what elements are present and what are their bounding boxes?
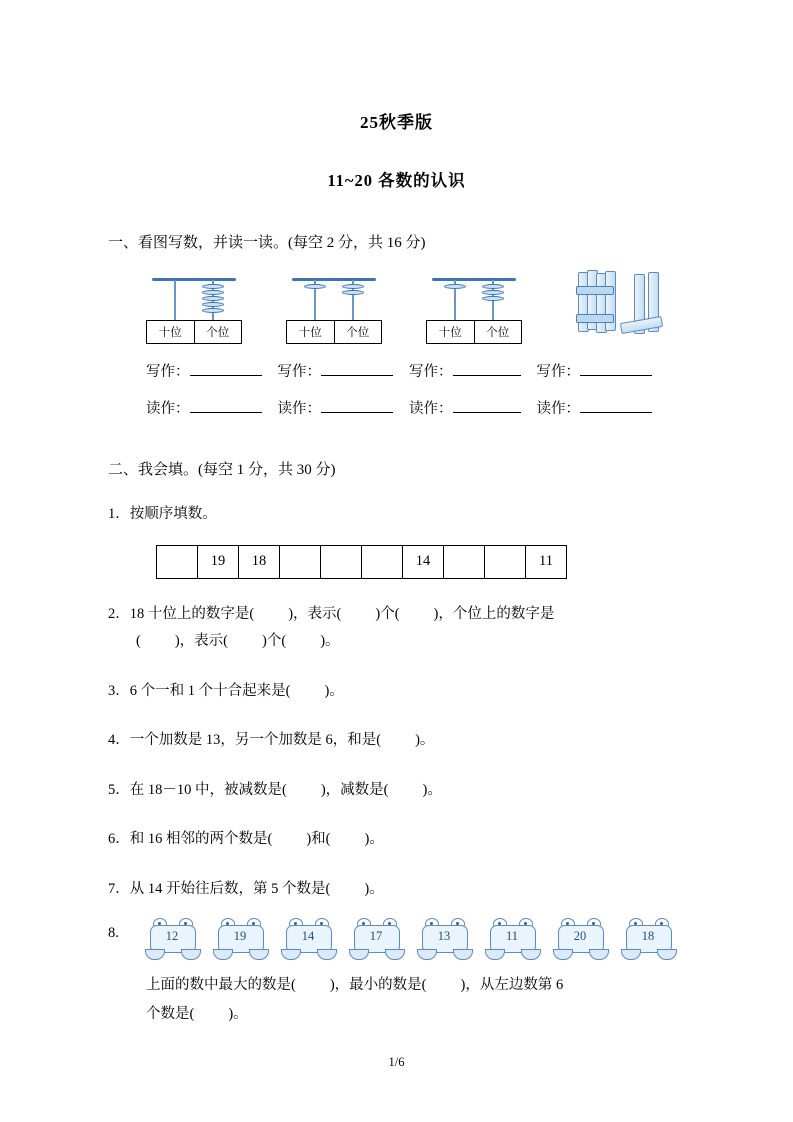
q2-line1-b: )，表示( <box>288 605 342 622</box>
abacus-2-ones-label: 个位 <box>346 327 370 339</box>
read-item-4 <box>537 397 653 418</box>
write-label-1: 写作： <box>146 364 190 380</box>
q2-line2-d: )。 <box>320 633 340 650</box>
read-item-1 <box>146 397 262 418</box>
seq-cell-6[interactable] <box>362 545 403 578</box>
abacus-1 <box>146 278 242 344</box>
question-5 <box>108 777 685 805</box>
page-title: 11~20 各数的认识 <box>327 171 466 190</box>
question-1 <box>108 501 685 529</box>
write-blank-2[interactable] <box>321 361 393 376</box>
frog-card <box>617 915 679 961</box>
question-8 <box>108 905 685 961</box>
q7-text-b: )。 <box>364 880 384 897</box>
read-blank-2[interactable] <box>321 398 393 413</box>
seq-cell-9[interactable] <box>485 545 526 578</box>
abacus-1-rods <box>146 278 242 320</box>
abacus-3 <box>426 278 522 344</box>
write-label-2: 写作： <box>277 364 321 380</box>
seq-cell-7: 14 <box>403 545 444 578</box>
abacus-illustrations <box>108 270 685 344</box>
frog-number: 12 <box>165 929 179 944</box>
write-blank-4[interactable] <box>580 361 652 376</box>
question-8-text <box>108 971 685 1029</box>
question-2 <box>108 601 685 656</box>
frog-card <box>277 915 339 961</box>
q4-text-a: 一个加数是 13，另一个加数是 6，和是( <box>129 732 382 749</box>
q2-line2-c: )个( <box>262 633 287 650</box>
number-sequence-table <box>108 545 685 579</box>
frog-illustrations <box>133 915 685 961</box>
q2-number: 2． <box>108 605 130 622</box>
q8-tail-b: )，最小的数是( <box>329 977 427 994</box>
q5-text-c: )。 <box>422 781 442 798</box>
frog-number: 13 <box>437 929 451 944</box>
q2-line2-a: ( <box>136 633 141 650</box>
frog-number: 20 <box>573 929 587 944</box>
write-answers-row <box>108 360 685 381</box>
q7-text-a: 从 14 开始往后数，第 5 个数是( <box>129 880 331 897</box>
write-label-3: 写作： <box>409 364 453 380</box>
q4-text-b: )。 <box>415 732 435 749</box>
frog-card <box>481 915 543 961</box>
q2-line2-b: )，表示( <box>174 633 229 650</box>
seq-cell-4[interactable] <box>280 545 321 578</box>
q6-text-b: )和( <box>306 831 331 848</box>
q8-tail-c: )，从左边数第 6 <box>460 977 564 994</box>
frog-number: 18 <box>641 929 655 944</box>
q3-number: 3． <box>108 682 130 699</box>
frog-card <box>413 915 475 961</box>
q6-number: 6． <box>108 831 130 848</box>
q4-number: 4． <box>108 732 130 749</box>
seq-cell-1[interactable] <box>157 545 198 578</box>
q1-text: 按顺序填数。 <box>129 506 217 522</box>
section-1-heading: 一、看图写数，并读一读。(每空 2 分，共 16 分) <box>108 235 426 251</box>
abacus-3-ones-label: 个位 <box>486 327 510 339</box>
question-3 <box>108 678 685 706</box>
q8-tail-a: 上面的数中最大的数是( <box>146 977 296 994</box>
read-blank-3[interactable] <box>453 398 521 413</box>
q6-text-c: )。 <box>364 831 384 848</box>
write-item-3 <box>409 360 521 381</box>
q2-line1-a: 18 十位上的数字是( <box>129 605 255 622</box>
abacus-1-ones-label: 个位 <box>206 327 230 339</box>
abacus-2-rods <box>286 278 382 320</box>
frog-card <box>209 915 271 961</box>
read-blank-1[interactable] <box>190 398 262 413</box>
q8-tail-d: 个数是( <box>146 1006 195 1023</box>
q8-tail-e: )。 <box>228 1006 248 1023</box>
abacus-3-tens-label: 十位 <box>427 321 475 343</box>
q2-line1-c: )个( <box>375 605 400 622</box>
seq-cell-5[interactable] <box>321 545 362 578</box>
write-blank-1[interactable] <box>190 361 262 376</box>
q5-text-b: )，减数是( <box>320 781 389 798</box>
q1-number: 1． <box>108 506 130 522</box>
read-item-2 <box>278 397 394 418</box>
page-number: 1/6 <box>388 1055 405 1069</box>
question-4 <box>108 727 685 755</box>
frog-card <box>549 915 611 961</box>
section-2-heading: 二、我会填。(每空 1 分，共 30 分) <box>108 462 336 478</box>
write-item-2 <box>278 360 394 381</box>
read-label-1: 读作： <box>146 401 190 417</box>
write-item-1 <box>146 360 262 381</box>
seq-cell-2: 19 <box>198 545 239 578</box>
q5-text-a: 在 18－10 中，被减数是( <box>129 781 287 798</box>
question-6 <box>108 826 685 854</box>
abacus-1-tens-label: 十位 <box>147 321 195 343</box>
q3-text-a: 6 个一和 1 个十合起来是( <box>129 682 291 699</box>
read-label-2: 读作： <box>277 401 321 417</box>
write-label-4: 写作： <box>536 364 580 380</box>
q3-text-b: )。 <box>324 682 344 699</box>
edition-label: 25秋季版 <box>360 113 433 132</box>
abacus-2-tens-label: 十位 <box>287 321 335 343</box>
read-item-3 <box>409 397 521 418</box>
read-blank-4[interactable] <box>580 398 652 413</box>
abacus-3-rods <box>426 278 522 320</box>
read-answers-row <box>108 397 685 418</box>
frog-card <box>141 915 203 961</box>
q7-number: 7． <box>108 880 130 897</box>
frog-number: 14 <box>301 929 315 944</box>
frog-number: 19 <box>233 929 247 944</box>
frog-number: 11 <box>505 929 519 944</box>
read-label-4: 读作： <box>536 401 580 417</box>
write-blank-3[interactable] <box>453 361 521 376</box>
read-label-3: 读作： <box>409 401 453 417</box>
seq-cell-8[interactable] <box>444 545 485 578</box>
frog-number: 17 <box>369 929 383 944</box>
q6-text-a: 和 16 相邻的两个数是( <box>129 831 273 848</box>
q2-line1-d: )，个位上的数字是 <box>433 605 555 622</box>
sticks-illustration <box>572 270 682 344</box>
question-7 <box>108 876 685 904</box>
frog-card <box>345 915 407 961</box>
seq-cell-10: 11 <box>526 545 567 578</box>
q8-number: 8. <box>108 924 119 941</box>
seq-cell-3: 18 <box>239 545 280 578</box>
q5-number: 5． <box>108 781 130 798</box>
abacus-2 <box>286 278 382 344</box>
write-item-4 <box>537 360 653 381</box>
